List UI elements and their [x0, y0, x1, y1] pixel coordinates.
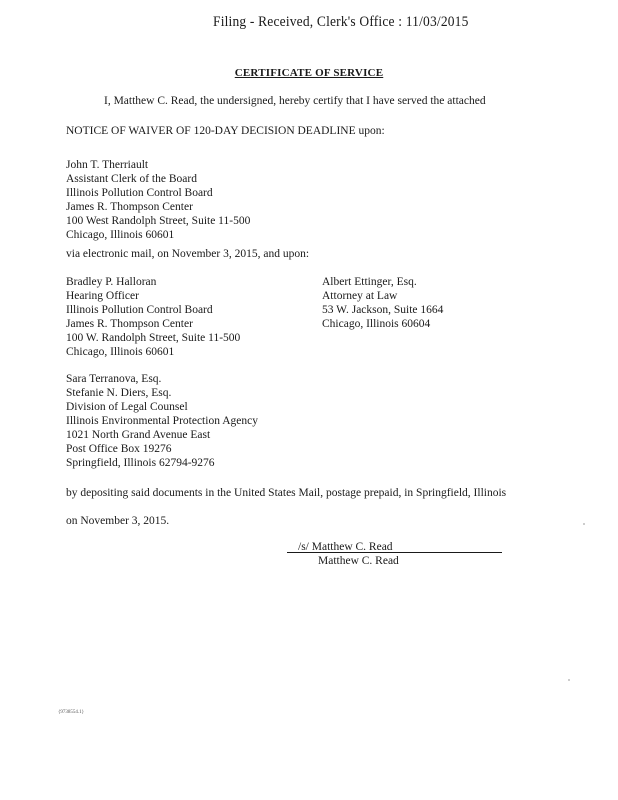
- address-line: Stefanie N. Diers, Esq.: [66, 387, 172, 399]
- address-line: Springfield, Illinois 62794-9276: [66, 457, 215, 469]
- address-line: 100 W. Randolph Street, Suite 11-500: [66, 332, 241, 344]
- signer-name: Matthew C. Read: [318, 555, 399, 567]
- mail-text: by depositing said documents in the United States Mail, postage prepaid, in Springfield, Illinois: [66, 487, 507, 499]
- address-line: James R. Thompson Center: [66, 318, 193, 330]
- scan-speck: [583, 523, 585, 525]
- address-line: Chicago, Illinois 60604: [322, 318, 431, 330]
- address-line: 53 W. Jackson, Suite 1664: [322, 304, 444, 316]
- address-line: Bradley P. Halloran: [66, 276, 157, 288]
- via-email-text: via electronic mail, on November 3, 2015, and upon:: [66, 248, 310, 260]
- address-line: Illinois Pollution Control Board: [66, 304, 213, 316]
- signature-line: [287, 552, 502, 553]
- document-title: CERTIFICATE OF SERVICE: [234, 67, 384, 79]
- address-line: Sara Terranova, Esq.: [66, 373, 162, 385]
- address-line: Chicago, Illinois 60601: [66, 346, 175, 358]
- footer-document-code: {9738554.1}: [58, 710, 85, 715]
- scan-speck: [568, 679, 570, 681]
- recipient-block-halloran: [66, 275, 240, 359]
- address-line: Attorney at Law: [322, 290, 398, 302]
- address-line: Illinois Environmental Protection Agency: [66, 415, 258, 427]
- address-line: James R. Thompson Center: [66, 201, 193, 213]
- address-line: Chicago, Illinois 60601: [66, 229, 175, 241]
- intro-text: I, Matthew C. Read, the undersigned, hereby certify that I have served the attached: [104, 95, 486, 107]
- address-line: Post Office Box 19276: [66, 443, 172, 455]
- recipient-block-ettinger: [322, 275, 443, 331]
- address-line: Illinois Pollution Control Board: [66, 187, 213, 199]
- recipient-block-iepa: [66, 372, 258, 470]
- address-line: 100 West Randolph Street, Suite 11-500: [66, 215, 251, 227]
- filing-stamp: Filing - Received, Clerk's Office : 11/03/2015: [213, 14, 469, 30]
- notice-text: NOTICE OF WAIVER OF 120-DAY DECISION DEADLINE upon:: [66, 125, 385, 137]
- address-line: 1021 North Grand Avenue East: [66, 429, 211, 441]
- address-line: Albert Ettinger, Esq.: [322, 276, 417, 288]
- address-line: Hearing Officer: [66, 290, 139, 302]
- address-line: Division of Legal Counsel: [66, 401, 188, 413]
- address-line: John T. Therriault: [66, 159, 149, 171]
- electronic-signature: /s/ Matthew C. Read: [298, 541, 393, 553]
- date-text: on November 3, 2015.: [66, 515, 170, 527]
- recipient-block-therriault: [66, 158, 250, 242]
- address-line: Assistant Clerk of the Board: [66, 173, 197, 185]
